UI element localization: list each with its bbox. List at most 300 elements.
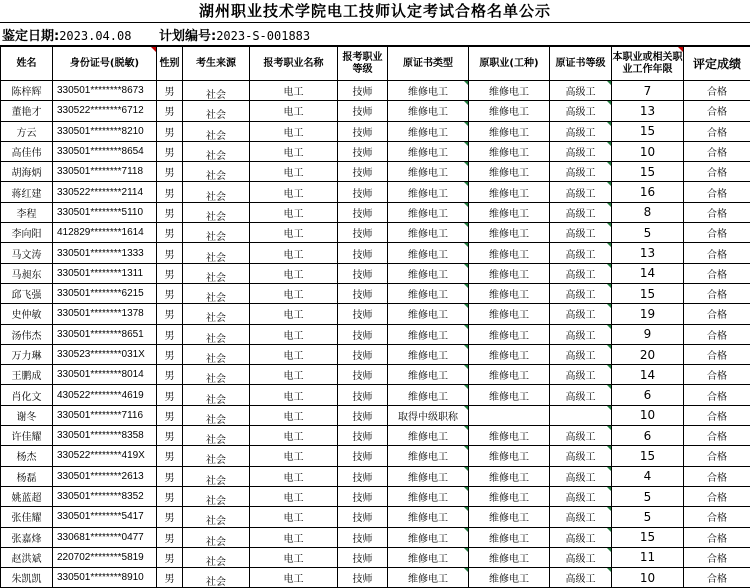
cell-name: 马文涛 xyxy=(1,243,53,263)
cell-name: 史仲敏 xyxy=(1,304,53,324)
cell-job: 电工 xyxy=(250,263,338,283)
table-row xyxy=(1,304,750,324)
cell-result: 合格 xyxy=(684,466,750,486)
cell-result: 合格 xyxy=(684,202,750,222)
cell-level: 技师 xyxy=(338,365,388,385)
cell-orig-job: 维修电工 xyxy=(469,446,550,466)
cell-id: 220702********5819 xyxy=(53,547,157,567)
cell-id: 330681********0477 xyxy=(53,527,157,547)
meta-row xyxy=(0,23,750,46)
cell-id: 330501********6215 xyxy=(53,283,157,303)
cell-source xyxy=(183,466,250,486)
cell-cert-level: 高级工 xyxy=(550,101,612,121)
results-table xyxy=(0,46,750,588)
cell-cert-type: 维修电工 xyxy=(388,304,469,324)
cell-result: 合格 xyxy=(684,243,750,263)
header-cert-type: 原证书类型 xyxy=(388,47,469,81)
cell-result: 合格 xyxy=(684,385,750,405)
cell-result: 合格 xyxy=(684,486,750,506)
cell-name: 杨磊 xyxy=(1,466,53,486)
header-years: 本职业或相关职业工作年限 xyxy=(612,47,684,81)
cell-job: 电工 xyxy=(250,141,338,161)
cell-job: 电工 xyxy=(250,507,338,527)
cell-gender: 男 xyxy=(157,81,183,101)
cell-cert-level: 高级工 xyxy=(550,263,612,283)
cell-name: 董艳才 xyxy=(1,101,53,121)
cell-cert-type: 维修电工 xyxy=(388,507,469,527)
source-text: 社会 xyxy=(206,415,226,426)
cell-id: 330501********8673 xyxy=(53,81,157,101)
cell-cert-type: 维修电工 xyxy=(388,81,469,101)
cell-gender: 男 xyxy=(157,547,183,567)
cell-orig-job: 维修电工 xyxy=(469,568,550,588)
cell-name: 张嘉烽 xyxy=(1,527,53,547)
cell-years: 13 xyxy=(612,243,684,263)
cell-cert-level: 高级工 xyxy=(550,202,612,222)
source-text: 社会 xyxy=(206,455,226,466)
cell-years: 5 xyxy=(612,486,684,506)
cell-cert-level xyxy=(550,405,612,425)
cell-name: 许佳耀 xyxy=(1,426,53,446)
cell-gender: 男 xyxy=(157,365,183,385)
source-text: 社会 xyxy=(206,577,226,588)
cell-orig-job: 维修电工 xyxy=(469,324,550,344)
cell-cert-level: 高级工 xyxy=(550,304,612,324)
cell-level: 技师 xyxy=(338,162,388,182)
cell-source xyxy=(183,121,250,141)
cell-job: 电工 xyxy=(250,121,338,141)
cell-result: 合格 xyxy=(684,304,750,324)
source-text: 社会 xyxy=(206,496,226,507)
cell-result: 合格 xyxy=(684,568,750,588)
cell-source xyxy=(183,547,250,567)
cell-gender: 男 xyxy=(157,527,183,547)
cell-cert-level: 高级工 xyxy=(550,568,612,588)
cell-orig-job: 维修电工 xyxy=(469,121,550,141)
cell-id: 330501********8651 xyxy=(53,324,157,344)
cell-source xyxy=(183,81,250,101)
cell-name: 朱凯凯 xyxy=(1,568,53,588)
cell-id: 330501********8210 xyxy=(53,121,157,141)
cell-id: 430522********4619 xyxy=(53,385,157,405)
cell-source xyxy=(183,223,250,243)
cell-gender: 男 xyxy=(157,243,183,263)
header-job: 报考职业名称 xyxy=(250,47,338,81)
cell-result: 合格 xyxy=(684,223,750,243)
cell-cert-level: 高级工 xyxy=(550,446,612,466)
cell-cert-type: 维修电工 xyxy=(388,466,469,486)
cell-result: 合格 xyxy=(684,344,750,364)
source-text: 社会 xyxy=(206,110,226,121)
cell-gender: 男 xyxy=(157,446,183,466)
source-text: 社会 xyxy=(206,151,226,162)
source-text: 社会 xyxy=(206,171,226,182)
cell-result: 合格 xyxy=(684,182,750,202)
cell-level: 技师 xyxy=(338,344,388,364)
cell-cert-type: 维修电工 xyxy=(388,121,469,141)
cell-cert-type: 维修电工 xyxy=(388,101,469,121)
cell-name: 肖化文 xyxy=(1,385,53,405)
cell-level: 技师 xyxy=(338,486,388,506)
source-text: 社会 xyxy=(206,90,226,101)
cell-years: 10 xyxy=(612,141,684,161)
cell-gender: 男 xyxy=(157,405,183,425)
cell-cert-level: 高级工 xyxy=(550,283,612,303)
cell-cert-type: 维修电工 xyxy=(388,182,469,202)
plan-value: 2023-S-001883 xyxy=(216,29,310,43)
cell-job: 电工 xyxy=(250,243,338,263)
cell-gender: 男 xyxy=(157,426,183,446)
cell-cert-level: 高级工 xyxy=(550,365,612,385)
cell-source xyxy=(183,101,250,121)
table-row xyxy=(1,426,750,446)
cell-cert-level: 高级工 xyxy=(550,486,612,506)
cell-result: 合格 xyxy=(684,121,750,141)
cell-job: 电工 xyxy=(250,81,338,101)
cell-orig-job: 维修电工 xyxy=(469,507,550,527)
cell-result: 合格 xyxy=(684,141,750,161)
cell-gender: 男 xyxy=(157,324,183,344)
header-name: 姓名 xyxy=(1,47,53,81)
cell-cert-level: 高级工 xyxy=(550,507,612,527)
cell-source xyxy=(183,344,250,364)
cell-orig-job: 维修电工 xyxy=(469,141,550,161)
cell-level: 技师 xyxy=(338,466,388,486)
cell-name: 汤伟杰 xyxy=(1,324,53,344)
cell-cert-level: 高级工 xyxy=(550,527,612,547)
cell-orig-job: 维修电工 xyxy=(469,101,550,121)
source-text: 社会 xyxy=(206,395,226,406)
cell-cert-type: 维修电工 xyxy=(388,324,469,344)
cell-job: 电工 xyxy=(250,568,338,588)
cell-level: 技师 xyxy=(338,568,388,588)
cell-years: 8 xyxy=(612,202,684,222)
cell-years: 5 xyxy=(612,507,684,527)
cell-cert-level: 高级工 xyxy=(550,81,612,101)
cell-result: 合格 xyxy=(684,547,750,567)
cell-orig-job: 维修电工 xyxy=(469,81,550,101)
table-row xyxy=(1,121,750,141)
cell-id: 330523********031X xyxy=(53,344,157,364)
cell-cert-type: 维修电工 xyxy=(388,283,469,303)
cell-job: 电工 xyxy=(250,527,338,547)
cell-gender: 男 xyxy=(157,182,183,202)
cell-id: 330501********1333 xyxy=(53,243,157,263)
cell-source xyxy=(183,405,250,425)
cell-source xyxy=(183,304,250,324)
header-level: 报考职业等级 xyxy=(338,47,388,81)
cell-years: 11 xyxy=(612,547,684,567)
cell-cert-level: 高级工 xyxy=(550,162,612,182)
cell-orig-job: 维修电工 xyxy=(469,486,550,506)
cell-job: 电工 xyxy=(250,344,338,364)
cell-cert-level: 高级工 xyxy=(550,243,612,263)
cell-gender: 男 xyxy=(157,344,183,364)
cell-orig-job: 维修电工 xyxy=(469,243,550,263)
cell-orig-job: 维修电工 xyxy=(469,283,550,303)
date-label: 鉴定日期: xyxy=(2,29,59,44)
source-text: 社会 xyxy=(206,537,226,548)
cell-level: 技师 xyxy=(338,507,388,527)
header-gender: 性别 xyxy=(157,47,183,81)
source-text: 社会 xyxy=(206,253,226,264)
cell-job: 电工 xyxy=(250,162,338,182)
date-value: 2023.04.08 xyxy=(59,29,131,43)
cell-cert-level: 高级工 xyxy=(550,344,612,364)
cell-name: 万力琳 xyxy=(1,344,53,364)
cell-source xyxy=(183,263,250,283)
cell-name: 姚蓝超 xyxy=(1,486,53,506)
source-text: 社会 xyxy=(206,557,226,568)
cell-result: 合格 xyxy=(684,507,750,527)
cell-cert-type: 维修电工 xyxy=(388,223,469,243)
table-row xyxy=(1,223,750,243)
cell-level: 技师 xyxy=(338,405,388,425)
cell-id: 330501********5110 xyxy=(53,202,157,222)
cell-result: 合格 xyxy=(684,405,750,425)
cell-orig-job: 维修电工 xyxy=(469,466,550,486)
cell-job: 电工 xyxy=(250,486,338,506)
cell-years: 5 xyxy=(612,223,684,243)
cell-id: 330501********8014 xyxy=(53,365,157,385)
cell-id: 412829********1614 xyxy=(53,223,157,243)
cell-result: 合格 xyxy=(684,426,750,446)
header-orig-job: 原职业(工种) xyxy=(469,47,550,81)
cell-id: 330501********7116 xyxy=(53,405,157,425)
cell-gender: 男 xyxy=(157,223,183,243)
table-row xyxy=(1,466,750,486)
cell-orig-job: 维修电工 xyxy=(469,304,550,324)
cell-cert-type: 维修电工 xyxy=(388,446,469,466)
cell-cert-type: 维修电工 xyxy=(388,141,469,161)
cell-cert-type: 维修电工 xyxy=(388,263,469,283)
cell-gender: 男 xyxy=(157,162,183,182)
cell-years: 15 xyxy=(612,121,684,141)
cell-cert-type: 维修电工 xyxy=(388,243,469,263)
cell-years: 14 xyxy=(612,365,684,385)
table-row xyxy=(1,101,750,121)
cell-gender: 男 xyxy=(157,385,183,405)
cell-name: 蒋红建 xyxy=(1,182,53,202)
cell-orig-job: 维修电工 xyxy=(469,365,550,385)
cell-gender: 男 xyxy=(157,304,183,324)
cell-name: 马昶东 xyxy=(1,263,53,283)
cell-cert-level: 高级工 xyxy=(550,466,612,486)
cell-cert-type: 维修电工 xyxy=(388,486,469,506)
cell-cert-type: 维修电工 xyxy=(388,385,469,405)
cell-source xyxy=(183,365,250,385)
cell-gender: 男 xyxy=(157,568,183,588)
cell-level: 技师 xyxy=(338,304,388,324)
cell-result: 合格 xyxy=(684,81,750,101)
cell-name: 陈梓辉 xyxy=(1,81,53,101)
cell-id: 330522********6712 xyxy=(53,101,157,121)
cell-cert-type: 维修电工 xyxy=(388,162,469,182)
cell-years: 16 xyxy=(612,182,684,202)
table-row xyxy=(1,446,750,466)
source-text: 社会 xyxy=(206,516,226,527)
table-row xyxy=(1,243,750,263)
page-title: 湖州职业技术学院电工技师认定考试合格名单公示 xyxy=(0,0,750,23)
cell-level: 技师 xyxy=(338,182,388,202)
cell-result: 合格 xyxy=(684,283,750,303)
cell-job: 电工 xyxy=(250,466,338,486)
cell-id: 330501********5417 xyxy=(53,507,157,527)
cell-result: 合格 xyxy=(684,324,750,344)
cell-id: 330501********8358 xyxy=(53,426,157,446)
cell-result: 合格 xyxy=(684,162,750,182)
plan-number xyxy=(155,25,310,44)
cell-name: 杨杰 xyxy=(1,446,53,466)
cell-cert-level: 高级工 xyxy=(550,385,612,405)
cell-cert-level: 高级工 xyxy=(550,121,612,141)
cell-orig-job: 维修电工 xyxy=(469,223,550,243)
cell-orig-job: 维修电工 xyxy=(469,202,550,222)
table-row xyxy=(1,486,750,506)
cell-level: 技师 xyxy=(338,223,388,243)
cell-name: 邱飞强 xyxy=(1,283,53,303)
table-row xyxy=(1,385,750,405)
cell-cert-type: 维修电工 xyxy=(388,202,469,222)
cell-source xyxy=(183,486,250,506)
table-row xyxy=(1,568,750,588)
cell-name: 赵洪斌 xyxy=(1,547,53,567)
source-text: 社会 xyxy=(206,192,226,203)
cell-name: 王鹏成 xyxy=(1,365,53,385)
cell-job: 电工 xyxy=(250,405,338,425)
table-row xyxy=(1,527,750,547)
cell-id: 330522********419X xyxy=(53,446,157,466)
cell-years: 10 xyxy=(612,405,684,425)
cell-level: 技师 xyxy=(338,121,388,141)
cell-job: 电工 xyxy=(250,223,338,243)
table-row xyxy=(1,344,750,364)
table-row xyxy=(1,547,750,567)
cell-years: 4 xyxy=(612,466,684,486)
header-cert-level: 原证书等级 xyxy=(550,47,612,81)
cell-gender: 男 xyxy=(157,101,183,121)
cell-source xyxy=(183,507,250,527)
cell-name: 李程 xyxy=(1,202,53,222)
header-result: 评定成绩 xyxy=(684,47,750,81)
cell-source xyxy=(183,324,250,344)
cell-id: 330501********1311 xyxy=(53,263,157,283)
cell-source xyxy=(183,527,250,547)
cell-years: 13 xyxy=(612,101,684,121)
cell-level: 技师 xyxy=(338,446,388,466)
source-text: 社会 xyxy=(206,293,226,304)
cell-gender: 男 xyxy=(157,202,183,222)
cell-level: 技师 xyxy=(338,283,388,303)
cell-gender: 男 xyxy=(157,263,183,283)
cell-level: 技师 xyxy=(338,547,388,567)
table-row xyxy=(1,182,750,202)
cell-job: 电工 xyxy=(250,324,338,344)
header-source: 考生来源 xyxy=(183,47,250,81)
cell-level: 技师 xyxy=(338,243,388,263)
cell-gender: 男 xyxy=(157,141,183,161)
source-text: 社会 xyxy=(206,131,226,142)
appraisal-date xyxy=(0,25,155,44)
cell-years: 10 xyxy=(612,568,684,588)
cell-years: 15 xyxy=(612,527,684,547)
cell-source xyxy=(183,568,250,588)
cell-level: 技师 xyxy=(338,527,388,547)
cell-result: 合格 xyxy=(684,527,750,547)
header-id: 身份证号(脱敏) xyxy=(53,47,157,81)
cell-source xyxy=(183,283,250,303)
cell-level: 技师 xyxy=(338,101,388,121)
table-row xyxy=(1,405,750,425)
cell-orig-job: 维修电工 xyxy=(469,344,550,364)
cell-id: 330501********1378 xyxy=(53,304,157,324)
cell-id: 330501********7118 xyxy=(53,162,157,182)
cell-cert-level: 高级工 xyxy=(550,223,612,243)
cell-name: 张佳耀 xyxy=(1,507,53,527)
table-row xyxy=(1,162,750,182)
cell-orig-job: 维修电工 xyxy=(469,527,550,547)
cell-id: 330501********8910 xyxy=(53,568,157,588)
table-row xyxy=(1,507,750,527)
source-text: 社会 xyxy=(206,354,226,365)
cell-source xyxy=(183,446,250,466)
table-row xyxy=(1,202,750,222)
cell-years: 14 xyxy=(612,263,684,283)
source-text: 社会 xyxy=(206,313,226,324)
cell-cert-level: 高级工 xyxy=(550,141,612,161)
cell-name: 李向阳 xyxy=(1,223,53,243)
cell-source xyxy=(183,162,250,182)
cell-years: 15 xyxy=(612,162,684,182)
cell-years: 7 xyxy=(612,81,684,101)
cell-job: 电工 xyxy=(250,426,338,446)
cell-name: 谢冬 xyxy=(1,405,53,425)
cell-years: 9 xyxy=(612,324,684,344)
cell-result: 合格 xyxy=(684,365,750,385)
table-row xyxy=(1,324,750,344)
cell-level: 技师 xyxy=(338,324,388,344)
source-text: 社会 xyxy=(206,374,226,385)
table-row xyxy=(1,283,750,303)
cell-cert-type: 维修电工 xyxy=(388,547,469,567)
cell-level: 技师 xyxy=(338,141,388,161)
table-row xyxy=(1,81,750,101)
cell-name: 方云 xyxy=(1,121,53,141)
cell-gender: 男 xyxy=(157,507,183,527)
cell-level: 技师 xyxy=(338,426,388,446)
cell-cert-type: 维修电工 xyxy=(388,344,469,364)
cell-cert-level: 高级工 xyxy=(550,324,612,344)
cell-years: 15 xyxy=(612,446,684,466)
plan-label: 计划编号: xyxy=(159,29,216,44)
table-row xyxy=(1,365,750,385)
cell-gender: 男 xyxy=(157,466,183,486)
table-row xyxy=(1,263,750,283)
cell-cert-type: 取得中级职称 xyxy=(388,405,469,425)
cell-cert-type: 维修电工 xyxy=(388,365,469,385)
cell-result: 合格 xyxy=(684,263,750,283)
cell-id: 330501********2613 xyxy=(53,466,157,486)
cell-level: 技师 xyxy=(338,202,388,222)
cell-name: 胡海炳 xyxy=(1,162,53,182)
cell-gender: 男 xyxy=(157,486,183,506)
cell-result: 合格 xyxy=(684,446,750,466)
cell-orig-job: 维修电工 xyxy=(469,385,550,405)
cell-job: 电工 xyxy=(250,202,338,222)
cell-id: 330501********8352 xyxy=(53,486,157,506)
source-text: 社会 xyxy=(206,212,226,223)
cell-job: 电工 xyxy=(250,304,338,324)
